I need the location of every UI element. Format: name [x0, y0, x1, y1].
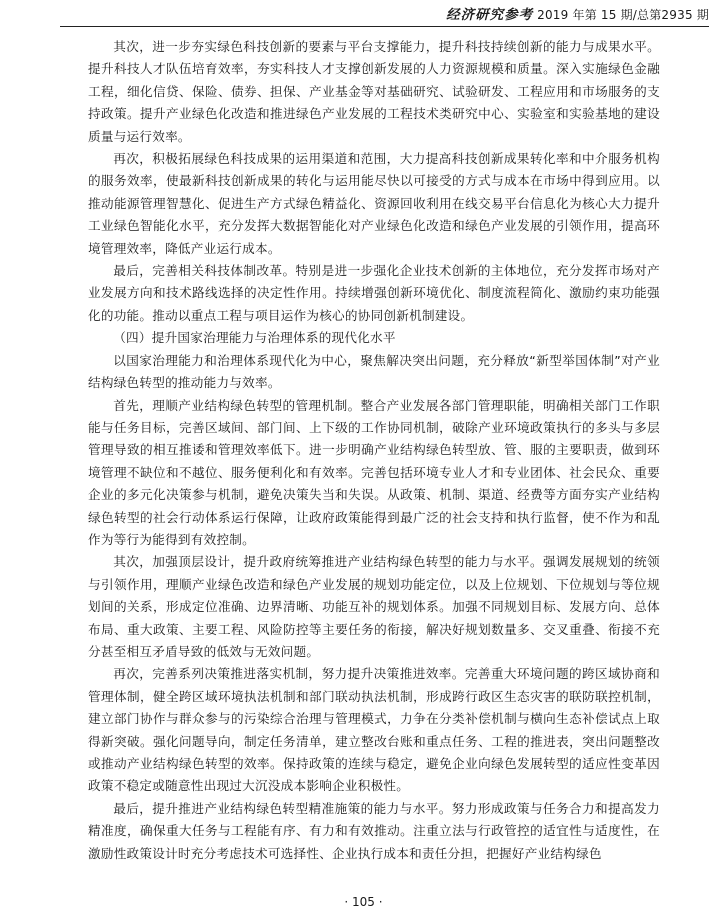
body-paragraph: 最后，提升推进产业结构绿色转型精准施策的能力与水平。努力形成政策与任务合力和提高发力精准度，确保重大任务与工程能有序、有力和有效推动。注重立法与行政管控的适宜性与适度性，在激励性政策设计时充分考虑技术可选择性、企业执行成本和责任分担，把握好产业结构绿色 [88, 800, 660, 861]
body-paragraph: 首先，理顺产业结构绿色转型的管理机制。整合产业发展各部门管理职能，明确相关部门工作职能与任务目标，完善区域间、部门间、上下级的工作协同机制，破除产业环境政策执行的多头与多层管理导致的相互推诿和管理效率低下。进一步明确产业结构绿色转型放、管、服的主要职责，做到环境管理不缺位和不越位、服务便利化和有效率。完善包括环境专业人才和专业团体、社会民众、重要企业的多元化决策参与机制，避免决策失当和失误。从政策、机制、渠道、经费等方面夯实产业结构绿色转型的社会行动体系运行保障，让政府政策能得到最广泛的社会支持和执行监督，使不作为和乱作为等行为能得到有效控制。 [88, 397, 660, 547]
running-header [446, 6, 709, 24]
body-paragraph: 其次，加强顶层设计，提升政府统筹推进产业结构绿色转型的能力与水平。强调发展规划的统领与引领作用，理顺产业绿色改造和绿色产业发展的规划功能定位，以及上位规划、下位规划与等位规划间的关系，形成定位准确、边界清晰、功能互补的规划体系。加强不同规划目标、发展方向、总体布局、重大政策、主要工程、风险防控等主要任务的衔接，解决好规划数量多、交叉重叠、衔接不充分甚至相互矛盾导致的低效与无效问题。 [88, 554, 660, 659]
header-rule [60, 26, 709, 27]
body-paragraph: 再次，积极拓展绿色科技成果的运用渠道和范围，大力提高科技创新成果转化率和中介服务机构的服务效率，使最新科技创新成果的转化与运用能尽快以可接受的方式与成本在市场中得到应用。以推动能源管理智慧化、促进生产方式绿色精益化、资源回收利用在线交易平台信息化为核心大力提升工业绿色智能化水平，充分发挥大数据智能化对产业绿色化改造和绿色产业发展的引领作用，提高环境管理效率，降低产业运行成本。 [88, 151, 660, 256]
journal-name: 经济研究参考 [446, 7, 534, 23]
body-paragraph: 以国家治理能力和治理体系现代化为中心，聚焦解决突出问题，充分释放“新型举国体制”对产业结构绿色转型的推动能力与效率。 [88, 352, 660, 391]
body-paragraph: 其次，进一步夯实绿色科技创新的要素与平台支撑能力，提升科技持续创新的能力与成果水平。提升科技人才队伍培育效率，夯实科技人才支撑创新发展的人力资源规模和质量。深入实施绿色金融工程，细化信贷、保险、债券、担保、产业基金等对基础研究、试验研发、工程应用和市场服务的支持政策。提升产业绿色化改造和推进绿色产业发展的工程技术类研究中心、实验室和实验基地的建设质量与运行效率。 [88, 39, 660, 144]
page-number: · 105 · [344, 895, 383, 909]
section-heading: （四）提升国家治理能力与治理体系的现代化水平 [113, 330, 396, 346]
body-paragraph: 最后，完善相关科技体制改革。特别是进一步强化企业技术创新的主体地位，充分发挥市场对产业发展方向和技术路线选择的决定性作用。持续增强创新环境优化、制度流程简化、激励约束功能强化的功能。推动以重点工程与项目运作为核心的协同创新机制建设。 [88, 263, 660, 323]
article-body [88, 36, 660, 865]
body-paragraph: 再次，完善系列决策推进落实机制，努力提升决策推进效率。完善重大环境问题的跨区域协商和管理体制，健全跨区域环境执法机制和部门联动执法机制，形成跨行政区生态灾害的联防联控机制，建立部门协作与群众参与的污染综合治理与管理模式，力争在分类补偿机制与横向生态补偿试点上取得新突破。强化问题导向，制定任务清单，建立整改台账和重点任务、工程的推进表，突出问题整改或推动产业结构绿色转型的效率。保持政策的连续与稳定，避免企业向绿色发展转型的适应性变革因政策不稳定或随意性出现过大沉没成本影响企业积极性。 [88, 666, 660, 794]
issue-info: 2019 年第 15 期/总第2935 期 [537, 8, 709, 22]
